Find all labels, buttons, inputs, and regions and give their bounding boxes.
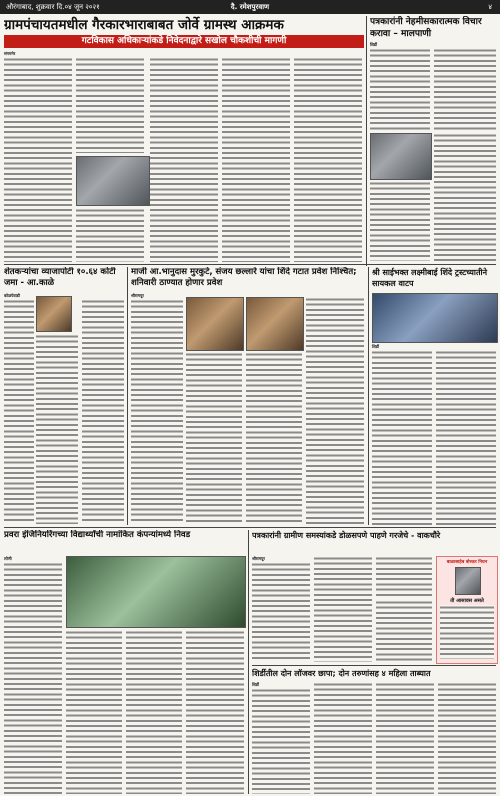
section-rule-2 [4,527,496,528]
right-top-text-col2 [434,48,496,130]
right-top-text-col1 [370,48,430,130]
story4-headline: श्री साईभक्त लक्ष्मीबाई शिंदे ट्रस्टच्यातीने सायकल वाटप [372,268,488,288]
story2-text-col2 [36,334,78,524]
story3-text-col1 [131,299,183,524]
story6-headline: पत्रकारांनी ग्रामीण समस्यांकडे डोळसपणे पाहणे गरजेचे - वाकचौरे [252,531,441,540]
obituary-title: बाळासाहेब बोरकर निधन [446,560,488,565]
right-top-text-col4 [370,181,430,261]
lead-text-col4 [150,57,218,262]
story7-text-col2 [314,682,372,794]
story6-text-col2 [314,556,372,662]
lead-text-col2 [76,57,144,153]
story5-text-col4 [186,630,244,794]
story7-text-col4 [438,682,496,794]
story7-byline: शिर्डी [252,682,259,687]
obituary-box [436,556,498,664]
column-divider [366,16,367,266]
column-divider-4 [248,530,249,794]
right-top-text-col3 [434,133,496,261]
obituary-text [440,605,494,659]
lead-text-col3 [76,208,144,262]
story6-text-col4 [376,600,432,662]
story5-group-photo [66,556,246,628]
story5-byline: लोणी [4,556,12,561]
lead-photo [76,156,150,206]
story3-photo-2 [246,297,304,351]
story5-headline: प्रवरा इंजिनियरिंगच्या विद्यार्थ्यांची नामांकित कंपन्यांमध्ये निवड [4,530,191,540]
right-top-photo [370,133,432,180]
story3-photo-1 [186,297,244,351]
story7-text-col3 [376,682,434,794]
masthead: दै. रमेशपुरवाण [230,3,270,11]
lead-subheadline: गटविकास अधिकाऱ्यांकडे निवेदनाद्वारे सखोल चौकशीची मागणी [4,35,364,48]
story2-headline: शेतकऱ्यांचा व्याजापोटी १०.६४ कोटी जमा - आ.काळे [4,267,116,288]
obituary-photo [455,567,481,595]
lead-text-col6 [294,57,362,262]
section-rule-1 [4,264,496,265]
story3-text-col2 [186,352,242,524]
story7-headline: शिर्डीतील दोन लॉजवर छापा; दोन तरुणांसह ४ महिला ताब्यात [252,669,431,678]
story5-text-col1 [4,562,62,794]
story4-byline: शिर्डी [372,344,379,349]
story6-byline: श्रीरामपूर [252,556,265,561]
story3-byline: श्रीरामपूर [131,293,144,298]
story3-text-col4 [306,297,364,524]
page-header [0,0,500,14]
story2-byline: कोळपेवाडी [4,293,20,298]
story2-text-col1 [4,299,34,524]
lead-text-col1 [4,57,72,262]
story3-headline: माजी आ.भानुदास मुरकुटे, संजय छल्लारे यांचा शिंदे गटात प्रवेश निश्चित; शनिवारी ठाण्यात होणार प्रवेश [131,267,357,288]
story5-text-col3 [126,630,182,794]
column-divider-3 [368,267,369,525]
story5-text-col2 [66,630,122,794]
story4-text-col2 [436,350,496,525]
story4-text-col1 [372,350,432,525]
lead-text-col5 [222,57,290,262]
right-top-byline: शिर्डी [370,42,377,47]
lead-byline: संगमनेर [4,51,16,56]
section-rule-3 [252,665,496,666]
lead-headline: ग्रामपंचायतमधील गैरकारभाराबाबत जोर्वे ग्रामस्थ आक्रमक [4,17,284,33]
page-number: ४ [488,3,492,11]
story2-photo [36,296,72,332]
story6-text-col3 [376,556,432,596]
story2-text-col3 [82,299,124,524]
obituary-name: ती आसावस असते [450,598,484,604]
right-top-headline: पत्रकारांनी नेहमीसकारात्मक विचार करावा – मालपाणी [370,17,482,39]
story4-photo [372,293,498,343]
column-divider-2 [127,267,128,525]
story6-text-col1 [252,562,310,662]
story3-text-col3 [246,352,302,524]
story7-text-col1 [252,688,310,794]
header-date: औरंगाबाद, शुक्रवार दि.०४ जून २०२१ [6,3,100,11]
